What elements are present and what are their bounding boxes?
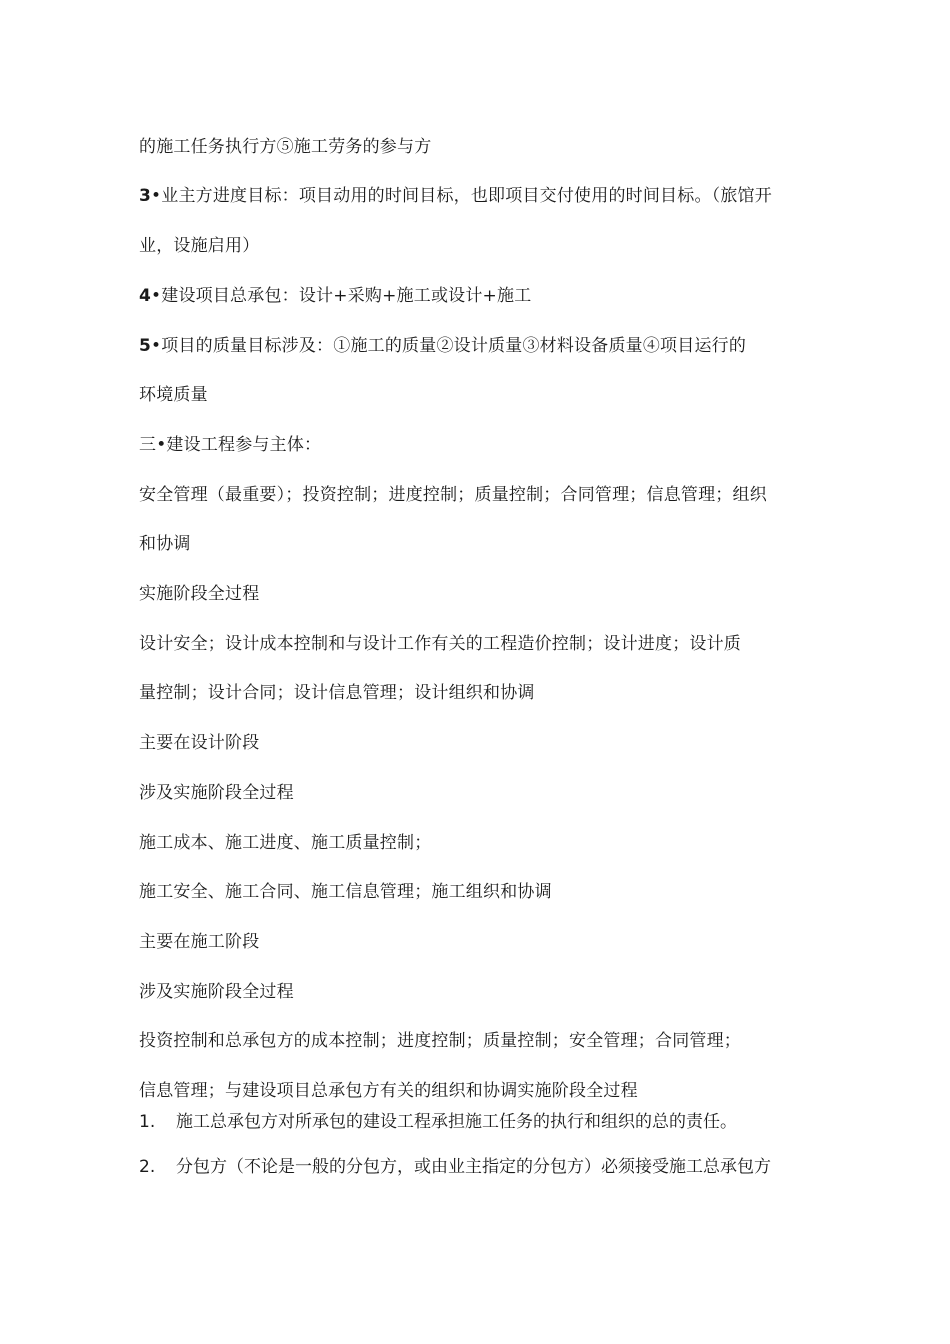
text-line-16: 施工安全、施工合同、施工信息管理；施工组织和协调 — [139, 882, 552, 902]
text-line-5: 5•项目的质量目标涉及：①施工的质量②设计质量③材料设备质量④项目运行的 — [139, 336, 747, 356]
text-line-12: 量控制；设计合同；设计信息管理；设计组织和协调 — [139, 683, 535, 703]
list-item-text: 施工总承包方对所承包的建设工程承担施工任务的执行和组织的总的责任。 — [176, 1112, 737, 1132]
list-item-text: 分包方（不论是一般的分包方，或由业主指定的分包方）必须接受施工总承包方 — [176, 1157, 771, 1177]
text-line-4: 4•建设项目总承包：设计+采购+施工或设计+施工 — [139, 286, 532, 306]
text-line-10: 实施阶段全过程 — [139, 584, 260, 604]
text-line-15: 施工成本、施工进度、施工质量控制； — [139, 833, 432, 853]
list-item-1 — [139, 1111, 829, 1133]
text-line-20: 信息管理；与建设项目总承包方有关的组织和协调实施阶段全过程 — [139, 1081, 638, 1101]
text-line-17: 主要在施工阶段 — [139, 932, 260, 952]
text-line-2: 3•业主方进度目标：项目动用的时间目标，也即项目交付使用的时间目标。（旅馆开 — [139, 186, 772, 206]
text-line-6: 环境质量 — [139, 385, 208, 405]
text-line-13: 主要在设计阶段 — [139, 733, 260, 753]
list-marker: 1. — [139, 1112, 156, 1132]
text-line-11: 设计安全；设计成本控制和与设计工作有关的工程造价控制；设计进度；设计质 — [139, 634, 741, 654]
text-line-19: 投资控制和总承包方的成本控制；进度控制；质量控制；安全管理；合同管理； — [139, 1031, 741, 1051]
text-line-3: 业，设施启用） — [139, 236, 260, 256]
list-marker: 2. — [139, 1157, 156, 1177]
text-line-7: 三•建设工程参与主体： — [139, 435, 322, 455]
text-line-8: 安全管理（最重要）；投资控制；进度控制；质量控制；合同管理；信息管理；组织 — [139, 485, 767, 505]
text-line-9: 和协调 — [139, 534, 191, 554]
text-line-18: 涉及实施阶段全过程 — [139, 982, 294, 1002]
list-item-2 — [139, 1156, 829, 1178]
text-line-14: 涉及实施阶段全过程 — [139, 783, 294, 803]
text-line-1: 的施工任务执行方⑤施工劳务的参与方 — [139, 137, 432, 157]
